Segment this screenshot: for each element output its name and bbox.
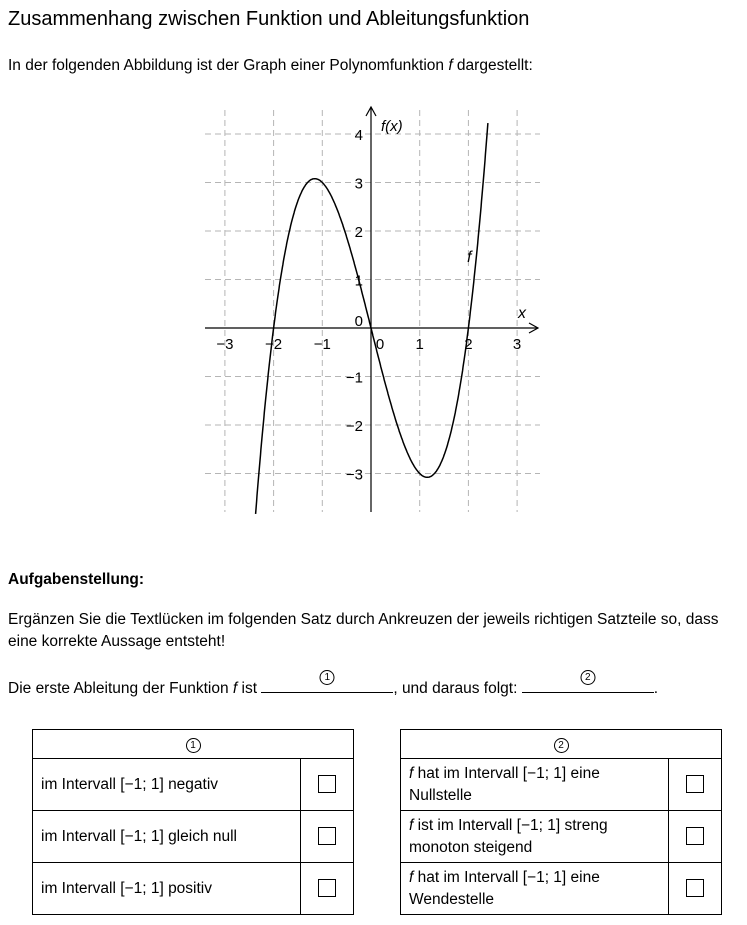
curve-label: f <box>467 249 472 266</box>
y-tick-label: 2 <box>354 224 363 241</box>
checkbox-icon[interactable] <box>318 879 336 897</box>
y-tick-label: −3 <box>345 466 363 484</box>
table-row <box>401 863 722 915</box>
x-tick-label: 1 <box>415 336 424 353</box>
option-2b-line1: ist im Intervall [−1; 1] streng <box>413 816 608 834</box>
x-tick-label: −3 <box>216 336 234 353</box>
option-2a-checkbox[interactable] <box>669 759 722 811</box>
option-2b-checkbox[interactable] <box>669 811 722 863</box>
table-2-header-number: 2 <box>554 738 569 753</box>
grid <box>205 110 540 512</box>
option-2c-label <box>401 863 669 915</box>
gap-sentence <box>8 672 659 698</box>
option-1c-checkbox[interactable] <box>301 863 354 915</box>
table-2-header <box>401 730 722 759</box>
x-tick-label: −1 <box>313 336 331 353</box>
option-2b-label <box>401 811 669 863</box>
checkbox-icon[interactable] <box>686 775 704 793</box>
sentence-part-a: Die erste Ableitung der Funktion <box>8 680 233 697</box>
sentence-var: f <box>232 680 238 697</box>
option-2b-var: f <box>409 816 414 834</box>
curve-f <box>256 123 488 514</box>
table-row <box>401 759 722 811</box>
option-1b-label: im Intervall [−1; 1] gleich null <box>33 811 301 863</box>
y-tick-label: −2 <box>345 418 363 435</box>
option-2c-var: f <box>409 868 414 886</box>
checkbox-icon[interactable] <box>318 827 336 845</box>
options-table-1 <box>32 729 354 915</box>
page-title: Zusammenhang zwischen Funktion und Ableitungsfunktion <box>8 8 530 30</box>
sentence-end: . <box>653 680 659 697</box>
x-tick-label: −2 <box>265 336 283 353</box>
task-heading: Aufgabenstellung: <box>8 571 145 588</box>
checkbox-icon[interactable] <box>686 827 704 845</box>
option-2c-line1: hat im Intervall [−1; 1] eine <box>413 868 600 886</box>
option-2b-line2: monoton steigend <box>409 838 533 856</box>
checkbox-icon[interactable] <box>686 879 704 897</box>
gap-1 <box>261 672 393 693</box>
option-2a-var: f <box>409 764 414 782</box>
option-1b-checkbox[interactable] <box>301 811 354 863</box>
x-tick-label: 3 <box>512 336 522 353</box>
table-1-header-number: 1 <box>186 738 201 753</box>
table-row <box>33 863 354 915</box>
y-tick-label: 1 <box>354 272 363 290</box>
table-row <box>33 811 354 863</box>
option-2a-line2: Nullstelle <box>409 786 472 804</box>
table-row <box>33 759 354 811</box>
options-table-2 <box>400 729 722 915</box>
y-tick-label: 3 <box>354 175 363 193</box>
x-tick-label: 2 <box>464 336 473 353</box>
option-2a-line1: hat im Intervall [−1; 1] eine <box>413 764 600 782</box>
y-axis-label: f(x) <box>381 118 403 135</box>
y-tick-label: 0 <box>354 313 363 330</box>
option-1a-label: im Intervall [−1; 1] negativ <box>33 759 301 811</box>
x-tick-label: 0 <box>375 336 385 353</box>
option-1a-checkbox[interactable] <box>301 759 354 811</box>
sentence-part-b: ist <box>237 680 262 697</box>
y-tick-label: −1 <box>345 369 363 387</box>
gap-1-number: 1 <box>320 670 335 685</box>
sentence-part-c: , und daraus folgt: <box>393 680 522 697</box>
option-2c-checkbox[interactable] <box>669 863 722 915</box>
y-tick-label: 4 <box>354 127 363 144</box>
option-2a-label <box>401 759 669 811</box>
intro-after: dargestellt: <box>452 57 533 74</box>
x-axis-label: x <box>518 305 526 322</box>
intro-before: In der folgenden Abbildung ist der Graph einer Polynomfunktion <box>8 57 449 74</box>
table-row <box>401 811 722 863</box>
intro-var: f <box>448 57 453 74</box>
option-2c-line2: Wendestelle <box>409 890 495 908</box>
table-1-header <box>33 730 354 759</box>
gap-2 <box>522 672 654 693</box>
axes <box>205 107 538 512</box>
option-1c-label: im Intervall [−1; 1] positiv <box>33 863 301 915</box>
checkbox-icon[interactable] <box>318 775 336 793</box>
gap-2-number: 2 <box>580 670 595 685</box>
task-text: Ergänzen Sie die Textlücken im folgenden Satz durch Ankreuzen der jeweils richtigen Satzteile so, dass eine korrekte Aussage entsteht! <box>8 611 719 650</box>
